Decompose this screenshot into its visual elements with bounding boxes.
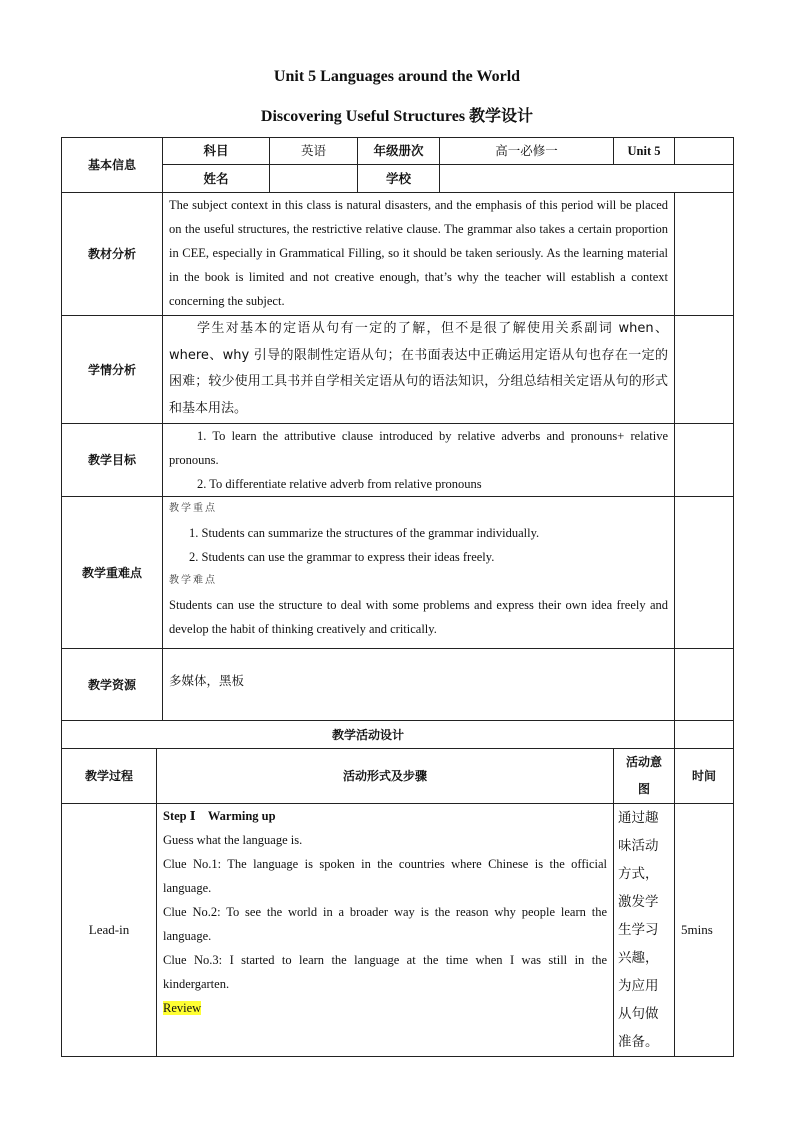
- lead-in-steps-cell: [157, 804, 614, 1057]
- resources-label: 教学资源: [62, 649, 163, 721]
- activity-design-title: 教学活动设计: [62, 721, 675, 749]
- material-analysis-text: The subject context in this class is natural disasters, and the emphasis of this period will be placed on the useful structures, the restrictive relative clause. The grammar also takes a certain proportion in CEE, especially in Grammatical Filling, so it should be taken seriously. As the learning material in the book is limited and not creative enough, that’s why the teacher will establish a context concerning the subject.: [163, 193, 675, 316]
- review-highlight: Review: [163, 1001, 202, 1015]
- learner-analysis-text: 学生对基本的定语从句有一定的了解，但不是很了解使用关系副词 when、where、why 引导的限制性定语从句；在书面表达中正确运用定语从句也存在一定的困难；较少使用工具书并自学相关定语从句的语法知识，分组总结相关定语从句的形式和基本用法。: [163, 316, 675, 424]
- col-process-header: 教学过程: [62, 749, 157, 804]
- basic-info-label: 基本信息: [62, 138, 163, 193]
- key-points-cell: [163, 497, 675, 649]
- focus-item-2: 2. Students can use the grammar to express their ideas freely.: [189, 550, 495, 564]
- subject-label: 科目: [163, 138, 270, 165]
- material-analysis-label: 教材分析: [62, 193, 163, 316]
- empty-cell: [675, 497, 734, 649]
- step-title: Step Ⅰ Warming up: [163, 809, 276, 823]
- learner-analysis-label: 学情分析: [62, 316, 163, 424]
- grade-value: 高一必修一: [440, 138, 614, 165]
- empty-cell: [675, 649, 734, 721]
- col-steps-header: 活动形式及步骤: [157, 749, 614, 804]
- empty-cell: [675, 424, 734, 497]
- empty-cell: [675, 316, 734, 424]
- clue-3: Clue No.3: I started to learn the language at the time when I was still in the kindergarten.: [163, 953, 607, 991]
- name-label: 姓名: [163, 165, 270, 193]
- focus-item-1: 1. Students can summarize the structures of the grammar individually.: [189, 526, 540, 540]
- key-points-label: 教学重难点: [62, 497, 163, 649]
- lead-in-time: 5mins: [675, 804, 734, 1057]
- school-value: [440, 165, 734, 193]
- document-subtitle: Discovering Useful Structures 教学设计: [260, 108, 534, 125]
- grade-label: 年级册次: [358, 138, 440, 165]
- school-label: 学校: [358, 165, 440, 193]
- goal-item-1: 1. To learn the attributive clause introduced by relative adverbs and pronouns+ relative pronouns.: [169, 429, 668, 467]
- stage-lead-in: Lead-in: [62, 804, 157, 1057]
- name-value: [270, 165, 358, 193]
- subject-value: 英语: [270, 138, 358, 165]
- empty-cell: [675, 721, 734, 749]
- document-title: Unit 5 Languages around the World: [273, 68, 521, 85]
- clue-1: Clue No.1: The language is spoken in the countries where Chinese is the official language.: [163, 857, 607, 895]
- focus-heading: 教学重点: [169, 503, 217, 514]
- difficulty-heading: 教学难点: [169, 575, 217, 586]
- empty-cell: [675, 138, 734, 165]
- col-purpose-header: 活动意图: [614, 749, 675, 804]
- clue-2: Clue No.2: To see the world in a broader way is the reason why people learn the language.: [163, 905, 607, 943]
- col-time-header: 时间: [675, 749, 734, 804]
- empty-cell: [675, 193, 734, 316]
- teaching-goals-cell: [163, 424, 675, 497]
- goal-item-2: 2. To differentiate relative adverb from relative pronouns: [197, 477, 482, 491]
- lead-in-purpose: 通过趣味活动方式，激发学生学习兴趣，为应用从句做准备。: [614, 804, 675, 1057]
- difficulty-text: Students can use the structure to deal with some problems and express their own idea freely and develop the habit of thinking creatively and critically.: [169, 598, 668, 636]
- teaching-goals-label: 教学目标: [62, 424, 163, 497]
- resources-value: 多媒体，黑板: [163, 649, 675, 721]
- step-line: Guess what the language is.: [163, 833, 303, 847]
- lesson-plan-table: [61, 137, 734, 1057]
- unit-value: Unit 5: [614, 138, 675, 165]
